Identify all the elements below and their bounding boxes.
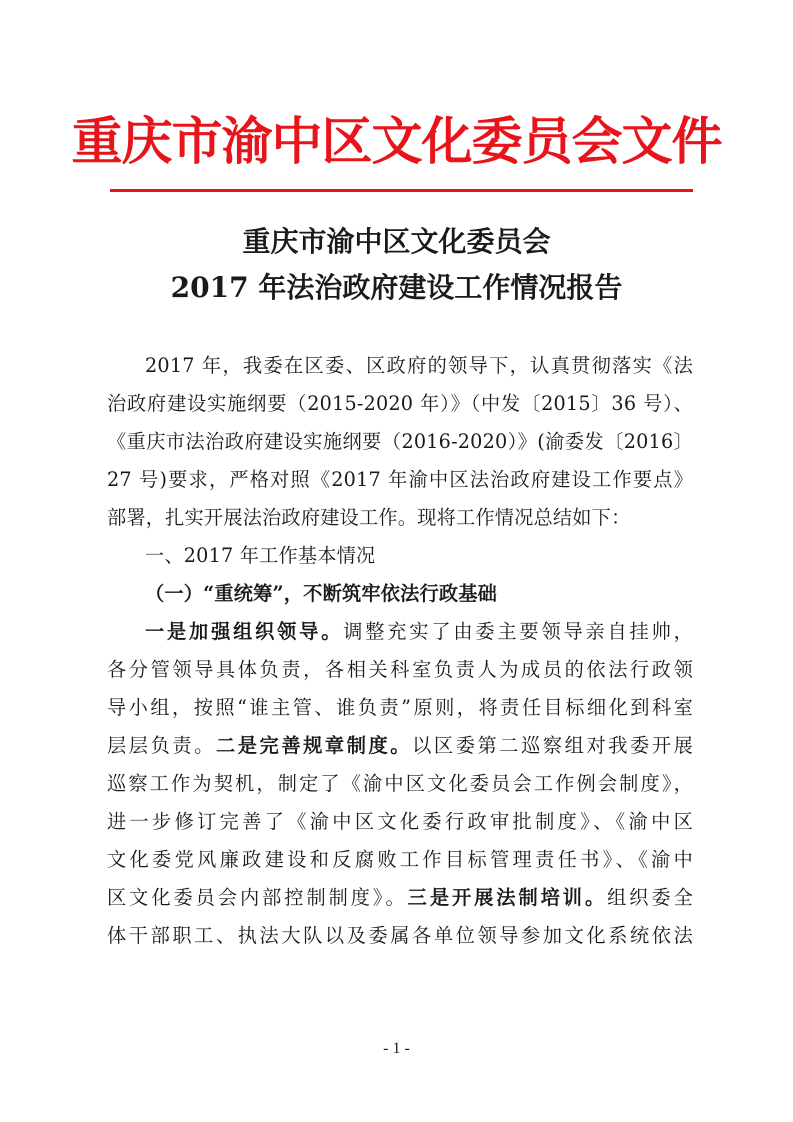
paragraph-2-line-8-start: 区文化委员会内部控制制度》。 <box>107 886 408 909</box>
document-body <box>107 348 693 1008</box>
paragraph-2-line-3: 导小组，按照“谁主管、谁负责”原则，将责任目标细化到科室 <box>107 696 693 719</box>
paragraph-2-line-9: 体干部职工、执法大队以及委属各单位领导参加文化系统依法 <box>107 924 693 947</box>
paragraph-2-line-4-text: 以区委第二巡察组对我委开展 <box>412 734 693 757</box>
paragraph-1-line-1: 2017 年，我委在区委、区政府的领导下，认真贯彻落实《法 <box>145 354 693 377</box>
header-red-rule <box>110 189 693 192</box>
subsection-heading-1: （一）“重统筹”，不断筑牢依法行政基础 <box>145 582 498 605</box>
paragraph-2-line-4-start: 层层负责。 <box>107 734 216 757</box>
point-3-label: 三是开展法制培训。 <box>407 886 608 909</box>
paragraph-1-line-2: 治政府建设实施纲要（2015-2020 年）》（中发〔2015〕36 号）、 <box>107 392 693 415</box>
document-title-line-1: 重庆市渝中区文化委员会 <box>242 225 551 258</box>
document-title-line-2: 2017 年法治政府建设工作情况报告 <box>170 271 623 304</box>
point-1-label: 一是加强组织领导。 <box>145 620 344 643</box>
paragraph-2-line-1 <box>107 614 693 650</box>
paragraph-2-line-6: 进一步修订完善了《渝中区文化委行政审批制度》、《渝中区 <box>107 810 693 833</box>
paragraph-2-line-8 <box>107 880 693 916</box>
paragraph-2-line-8-text: 组织委全 <box>607 886 693 909</box>
section-heading-1: 一、2017 年工作基本情况 <box>145 544 376 567</box>
paragraph-1-line-4: 27 号)要求，严格对照《2017 年渝中区法治政府建设工作要点》 <box>107 468 693 491</box>
paragraph-1-line-5: 部署，扎实开展法治政府建设工作。现将工作情况总结如下： <box>107 506 631 529</box>
page-number: - 1 - <box>383 1040 410 1057</box>
paragraph-1-line-3: 《重庆市法治政府建设实施纲要（2016-2020）》(渝委发〔2016〕 <box>107 430 693 453</box>
paragraph-2-line-2: 各分管领导具体负责，各相关科室负责人为成员的依法行政领 <box>107 658 693 681</box>
paragraph-2-line-4 <box>107 728 693 764</box>
paragraph-2-line-5: 巡察工作为契机，制定了《渝中区文化委员会工作例会制度》， <box>107 772 693 795</box>
paragraph-2-line-1-text: 调整充实了由委主要领导亲自挂帅， <box>343 620 693 643</box>
point-2-label: 二是完善规章制度。 <box>215 734 413 757</box>
paragraph-2-line-7: 文化委党风廉政建设和反腐败工作目标管理责任书》、《渝中 <box>107 848 693 871</box>
issuer-header: 重庆市渝中区文化委员会文件 <box>71 112 722 172</box>
